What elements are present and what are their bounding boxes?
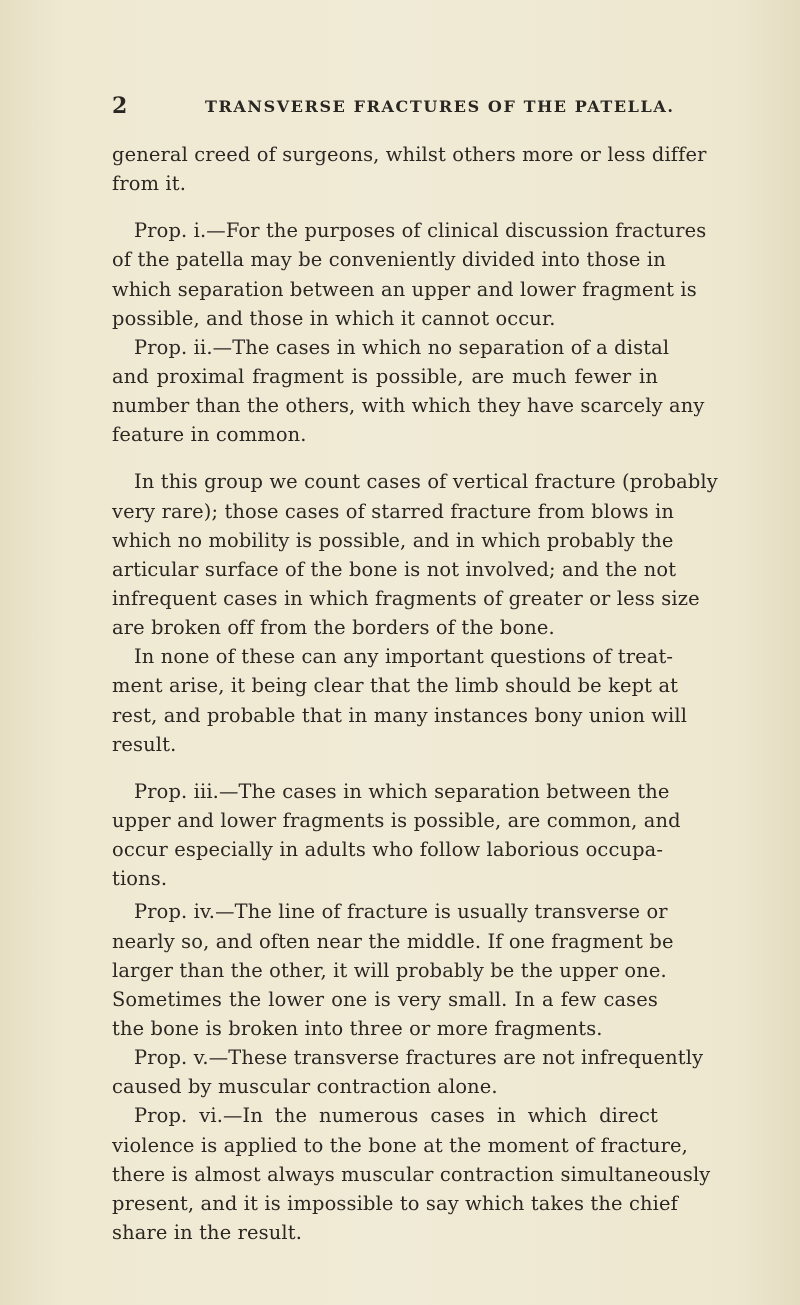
- text-line: infrequent cases in which fragments of greater or less size: [112, 586, 700, 610]
- running-head: [112, 92, 675, 122]
- text-line: tions.: [112, 867, 168, 891]
- text-line: possible, and those in which it cannot occur.: [112, 306, 556, 330]
- prop-label: Prop. i.: [134, 219, 207, 243]
- text-line: larger than the other, it will probably be the upper one.: [112, 958, 667, 982]
- text-line: from it.: [112, 172, 187, 196]
- text-line: share in the result.: [112, 1220, 303, 1244]
- text-line: of the patella may be conveniently divided into those in: [112, 248, 666, 272]
- running-title: TRANSVERSE FRACTURES OF THE PATELLA.: [205, 97, 675, 116]
- text-line: number than the others, with which they have scarcely any: [112, 394, 705, 418]
- paragraph-vertical-fractures: [112, 467, 718, 642]
- prop-label: Prop. v.: [134, 1046, 209, 1070]
- page-number: 2: [112, 93, 128, 119]
- text-line: [112, 333, 670, 362]
- text-line: [112, 1043, 704, 1072]
- text-line: ment arise, it being clear that the limb should be kept at: [112, 674, 679, 698]
- proposition-4: [112, 897, 674, 1043]
- text-line: [112, 1101, 658, 1130]
- prop-text: —These transverse fractures are not infrequently: [208, 1046, 704, 1070]
- text-line: and proximal fragment is possible, are much fewer in: [112, 364, 658, 388]
- text-line: caused by muscular contraction alone.: [112, 1075, 498, 1099]
- prop-label: Prop. iv.: [134, 900, 216, 924]
- paragraph-gap: [112, 759, 658, 777]
- text-line: general creed of surgeons, whilst others more or less differ: [112, 143, 707, 166]
- prop-text: —For the purposes of clinical discussion fractures: [206, 219, 707, 243]
- text-line: result.: [112, 732, 177, 756]
- text-line: very rare); those cases of starred fracture from blows in: [112, 499, 675, 523]
- prop-label: Prop. iii.: [134, 779, 219, 803]
- text-line: articular surface of the bone is not involved; and the not: [112, 557, 677, 581]
- text-line: In none of these can any important questions of treat-: [134, 645, 674, 669]
- paragraph-treatment: [112, 642, 688, 759]
- text-line: which no mobility is possible, and in which probably the: [112, 528, 674, 552]
- text-line: In this group we count cases of vertical fracture (probably: [134, 470, 718, 494]
- prop-label: Prop. vi.: [134, 1104, 224, 1128]
- text-line: which separation between an upper and lower fragment is: [112, 277, 697, 301]
- text-line: feature in common.: [112, 423, 307, 447]
- prop-text: —The line of fracture is usually transverse or: [215, 900, 668, 924]
- text-line: upper and lower fragments is possible, are common, and: [112, 808, 681, 832]
- proposition-3: [112, 777, 681, 894]
- text-line: violence is applied to the bone at the moment of fracture,: [112, 1133, 688, 1157]
- text-line: are broken off from the borders of the bone.: [112, 616, 555, 640]
- text-line: Sometimes the lower one is very small. In a few cases: [112, 987, 658, 1011]
- body-text: [112, 140, 718, 1247]
- text-line: [112, 216, 707, 245]
- paragraph-gap: [112, 198, 658, 216]
- paragraph-continuation: [112, 140, 707, 198]
- prop-text: —The cases in which separation between the: [219, 779, 670, 803]
- text-line: present, and it is impossible to say which takes the chief: [112, 1191, 678, 1215]
- proposition-2: [112, 333, 705, 450]
- text-line: nearly so, and often near the middle. If one fragment be: [112, 929, 674, 953]
- text-line: there is almost always muscular contraction simultaneously: [112, 1162, 711, 1186]
- paragraph-gap: [112, 449, 658, 467]
- proposition-5: [112, 1043, 704, 1101]
- proposition-6: [112, 1101, 711, 1247]
- text-line: the bone is broken into three or more fragments.: [112, 1016, 603, 1040]
- proposition-1: [112, 216, 707, 333]
- text-line: occur especially in adults who follow laborious occupa-: [112, 838, 664, 862]
- prop-text: —The cases in which no separation of a distal: [212, 335, 670, 359]
- text-line: rest, and probable that in many instances bony union will: [112, 703, 688, 727]
- text-line: [112, 777, 670, 806]
- prop-text: —In the numerous cases in which direct: [223, 1104, 658, 1128]
- text-line: [112, 897, 668, 926]
- prop-label: Prop. ii.: [134, 335, 213, 359]
